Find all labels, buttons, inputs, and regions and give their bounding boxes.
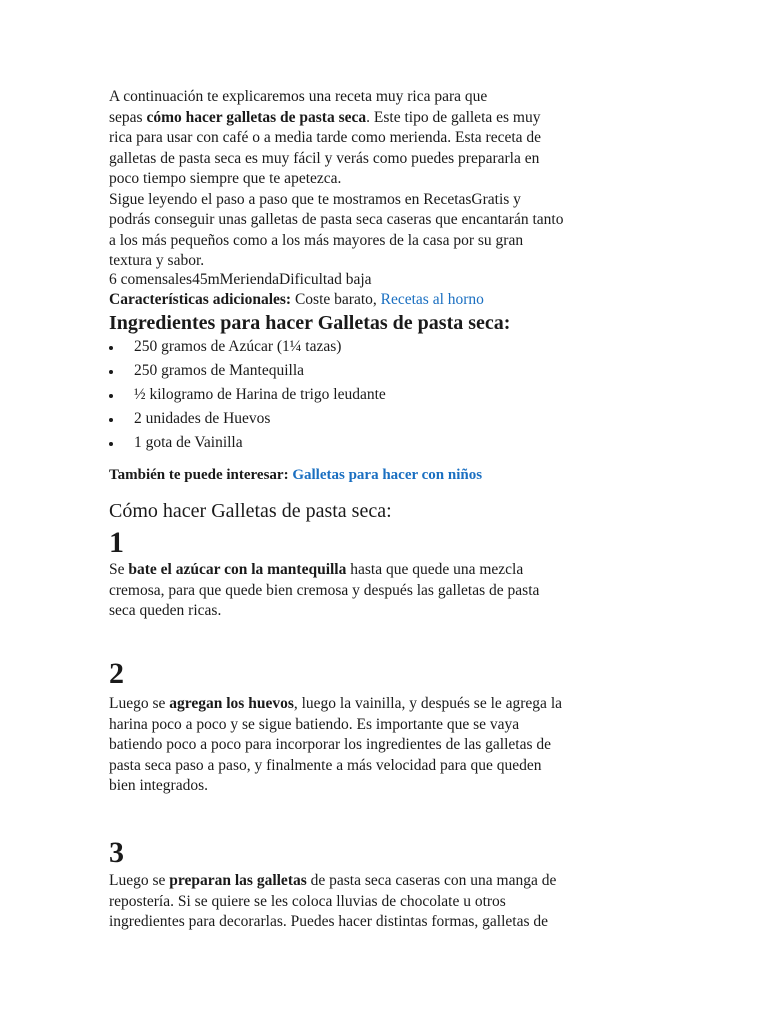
step-line: Luego se <box>109 872 170 889</box>
intro-line: textura y sabor. <box>109 252 205 269</box>
step-line: harina poco a poco y se sigue batiendo. Es importante que se vaya <box>109 715 520 733</box>
related-recipe <box>109 465 669 486</box>
step-bold-phrase: agregan los huevos <box>169 695 294 712</box>
step-number: 1 <box>109 526 124 559</box>
step-line: batiendo poco a poco para incorporar los ingredientes de las galletas de <box>109 736 552 753</box>
step-line: pasta seca paso a paso, y finalmente a más velocidad para que queden <box>109 756 542 774</box>
step-line: seca queden ricas. <box>109 602 222 619</box>
oven-recipes-link[interactable]: Recetas al horno <box>380 291 484 308</box>
step-text <box>109 694 669 797</box>
intro-line: galletas de pasta seca es muy fácil y verás como puedes prepararla en <box>109 149 540 167</box>
intro-bold-phrase: cómo hacer galletas de pasta seca <box>146 108 367 126</box>
step-line: repostería. Si se quiere se les coloca lluvias de chocolate u otros <box>109 892 506 910</box>
step-line: Luego se <box>109 695 170 712</box>
intro-line: Sigue leyendo el paso a paso que te mostramos en RecetasGratis y <box>109 190 521 208</box>
additional-features <box>109 290 669 311</box>
intro-paragraph <box>109 87 669 272</box>
related-recipe-label: También te puede interesar: <box>109 467 289 483</box>
intro-line: a los más pequeños como a los más mayores de la casa por su gran <box>109 231 524 249</box>
ingredient-item: 1 gota de Vainilla <box>109 433 669 457</box>
step-text <box>109 871 669 933</box>
intro-line: sepas <box>109 108 147 126</box>
how-to-heading: Cómo hacer Galletas de pasta seca: <box>109 500 392 522</box>
ingredients-heading: Ingredientes para hacer Galletas de pasta seca: <box>109 312 511 334</box>
step-bold-phrase: preparan las galletas <box>169 872 307 889</box>
additional-features-text: Coste barato, <box>291 291 381 308</box>
step-number: 2 <box>109 657 124 690</box>
intro-line: podrás conseguir unas galletas de pasta seca caseras que encantarán tanto <box>109 211 564 228</box>
related-recipe-link-text: Galletas para hacer con niños <box>292 467 483 483</box>
intro-line: . Este tipo de galleta es muy <box>366 108 541 126</box>
step-text <box>109 560 669 622</box>
ingredients-list <box>109 337 669 457</box>
step-line: ingredientes para decorarlas. Puedes hacer distintas formas, galletas de <box>109 913 548 930</box>
step-line: Se <box>109 561 129 578</box>
intro-line: rica para usar con café o a media tarde como merienda. Esta receta de <box>109 129 542 146</box>
recipe-meta: 6 comensales45mMeriendaDificultad baja <box>109 271 372 288</box>
ingredient-item: 250 gramos de Mantequilla <box>109 361 669 385</box>
step-line: cremosa, para que quede bien cremosa y después las galletas de pasta <box>109 581 540 599</box>
additional-features-label: Características adicionales: <box>109 291 292 308</box>
related-recipe-link[interactable] <box>292 467 482 483</box>
step-line: , luego la vainilla, y después se le agrega la <box>293 695 562 712</box>
ingredient-item: 250 gramos de Azúcar (1¼ tazas) <box>109 337 669 361</box>
step-bold-phrase: bate el azúcar con la mantequilla <box>128 561 347 578</box>
intro-line: A continuación te explicaremos una receta muy rica para que <box>109 88 488 105</box>
step-number: 3 <box>109 836 124 869</box>
step-line: bien integrados. <box>109 777 209 794</box>
intro-line: poco tiempo siempre que te apetezca. <box>109 170 342 187</box>
ingredient-item: 2 unidades de Huevos <box>109 409 669 433</box>
step-line: hasta que quede una mezcla <box>346 561 524 578</box>
ingredient-item: ½ kilogramo de Harina de trigo leudante <box>109 385 669 409</box>
step-line: de pasta seca caseras con una manga de <box>306 872 557 889</box>
